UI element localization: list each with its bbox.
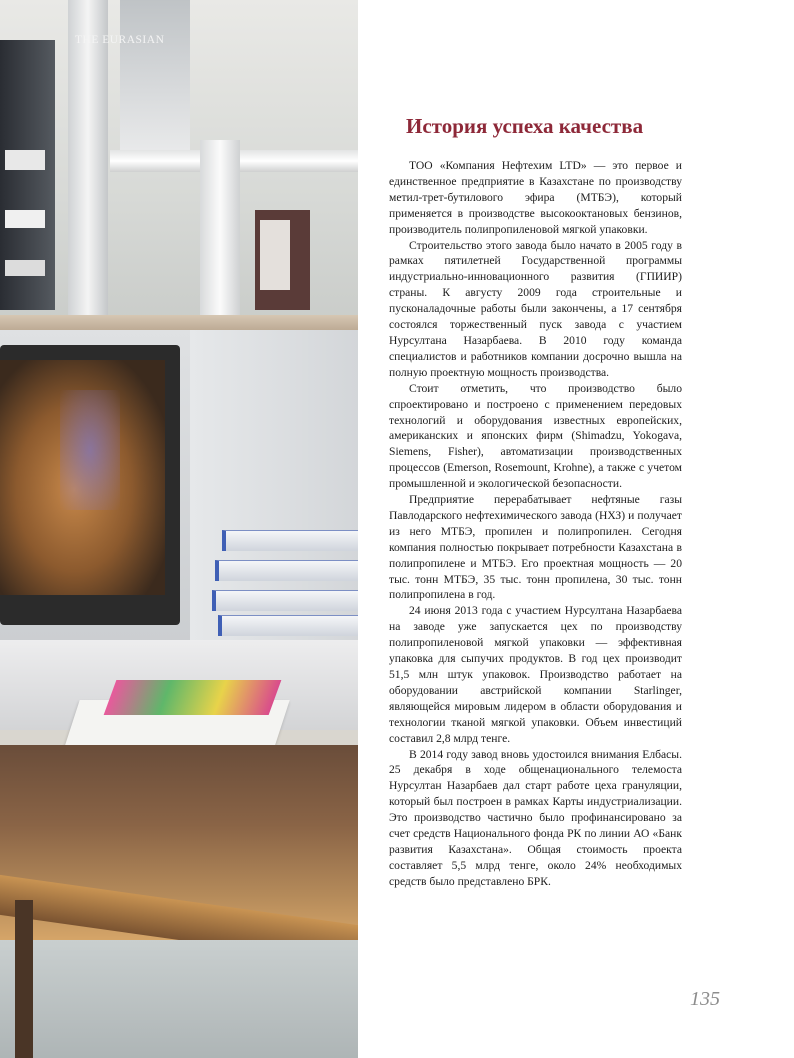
- photo-magazine: [104, 680, 282, 715]
- photo-binder: [222, 530, 358, 551]
- factory-photo: [0, 0, 358, 1058]
- photo-rack-unit: [5, 150, 45, 170]
- photo-column: [68, 0, 108, 320]
- page-number: 135: [690, 988, 720, 1010]
- photo-column: [200, 140, 240, 320]
- photo-machine: [120, 0, 190, 150]
- photo-binder: [212, 590, 358, 611]
- article-paragraph: 24 июня 2013 года с участием Нурсултана Назарбаева на заводе уже запускается цех по производству полипропиленовой мягкой упаковки — эффективная упаковка для сыпучих продуктов. В год цех производит 51,5 млн штук упаковок. Производство работает на оборудовании австрийской компании Starlinger, являющейся мировым лидером в области оборудования и технологии тканой мягкой упаковки. Объем инвестиций составил 2,8 млрд тенге.: [389, 604, 682, 745]
- photo-rack-unit: [5, 260, 45, 276]
- article-paragraph: Стоит отметить, что производство было спроектировано и построено с применением передовых технологий и оборудования известных европейских, американских и японских фирм (Shimadzu, Yokogava, Siemens, Fisher), автоматизации производственных процессов (Emerson, Rosemount, Krohne), а также с учетом промышленной и экологической безопасности.: [389, 381, 682, 491]
- article-paragraph: ТОО «Компания Нефтехим LTD» — это первое и единственное предприятие в Казахстане по производству метил-трет-бутилового эфира (МТБЭ), который применяется в производстве высокооктановых бензинов, производитель полипропиленовой мягкой упаковки.: [389, 159, 682, 236]
- photo-desk-leg: [15, 900, 33, 1058]
- article-paragraph: Строительство этого завода было начато в 2005 году в рамках пятилетней Государственной программы индустриально-инновационного развития (ГПИИР) страны. К августу 2009 года строительные и пусконаладочные работы были закончены, а 17 сентября состоялся торжественный пуск завода с участием Нурсултана Назарбаева. В 2010 году команда специалистов и работников компании досрочно вышла на полную проектную мощность производства.: [389, 238, 682, 379]
- photo-binder: [215, 560, 358, 581]
- article-title: История успеха качества: [406, 114, 644, 138]
- photo-screen-glow: [60, 390, 120, 510]
- photo-floor: [0, 940, 358, 1058]
- photo-binder: [218, 615, 358, 636]
- article: [389, 112, 682, 890]
- article-paragraph: Предприятие перерабатывает нефтяные газы Павлодарского нефтехимического завода (НХЗ) и получает из него МТБЭ, пропилен и полипропилен. Сегодня компания полностью покрывает потребности Казахстана в полипропилене и МТБЭ. Его проектная мощность — 20 тыс. тонн МТБЭ, 35 тыс. тонн пропилена, 30 тыс. тонн полипропилена в год.: [389, 493, 682, 602]
- article-paragraph: В 2014 году завод вновь удостоился внимания Елбасы. 25 декабря в ходе общенационального телемоста Нурсултан Назарбаев дал старт работе цеха грануляции, который был построен в рамках Карты индустриализации. Это производство частично было профинансировано за счет средств Национального фонда РК по линии АО «Банк развития Казахстана». Общая стоимость проекта составляет 5,5 млрд тенге, около 24% необходимых средств было представлено БРК.: [389, 747, 682, 888]
- photo-rack-unit: [5, 210, 45, 228]
- photo-panel-light: [260, 220, 290, 290]
- running-head: THE EURASIAN: [75, 34, 165, 46]
